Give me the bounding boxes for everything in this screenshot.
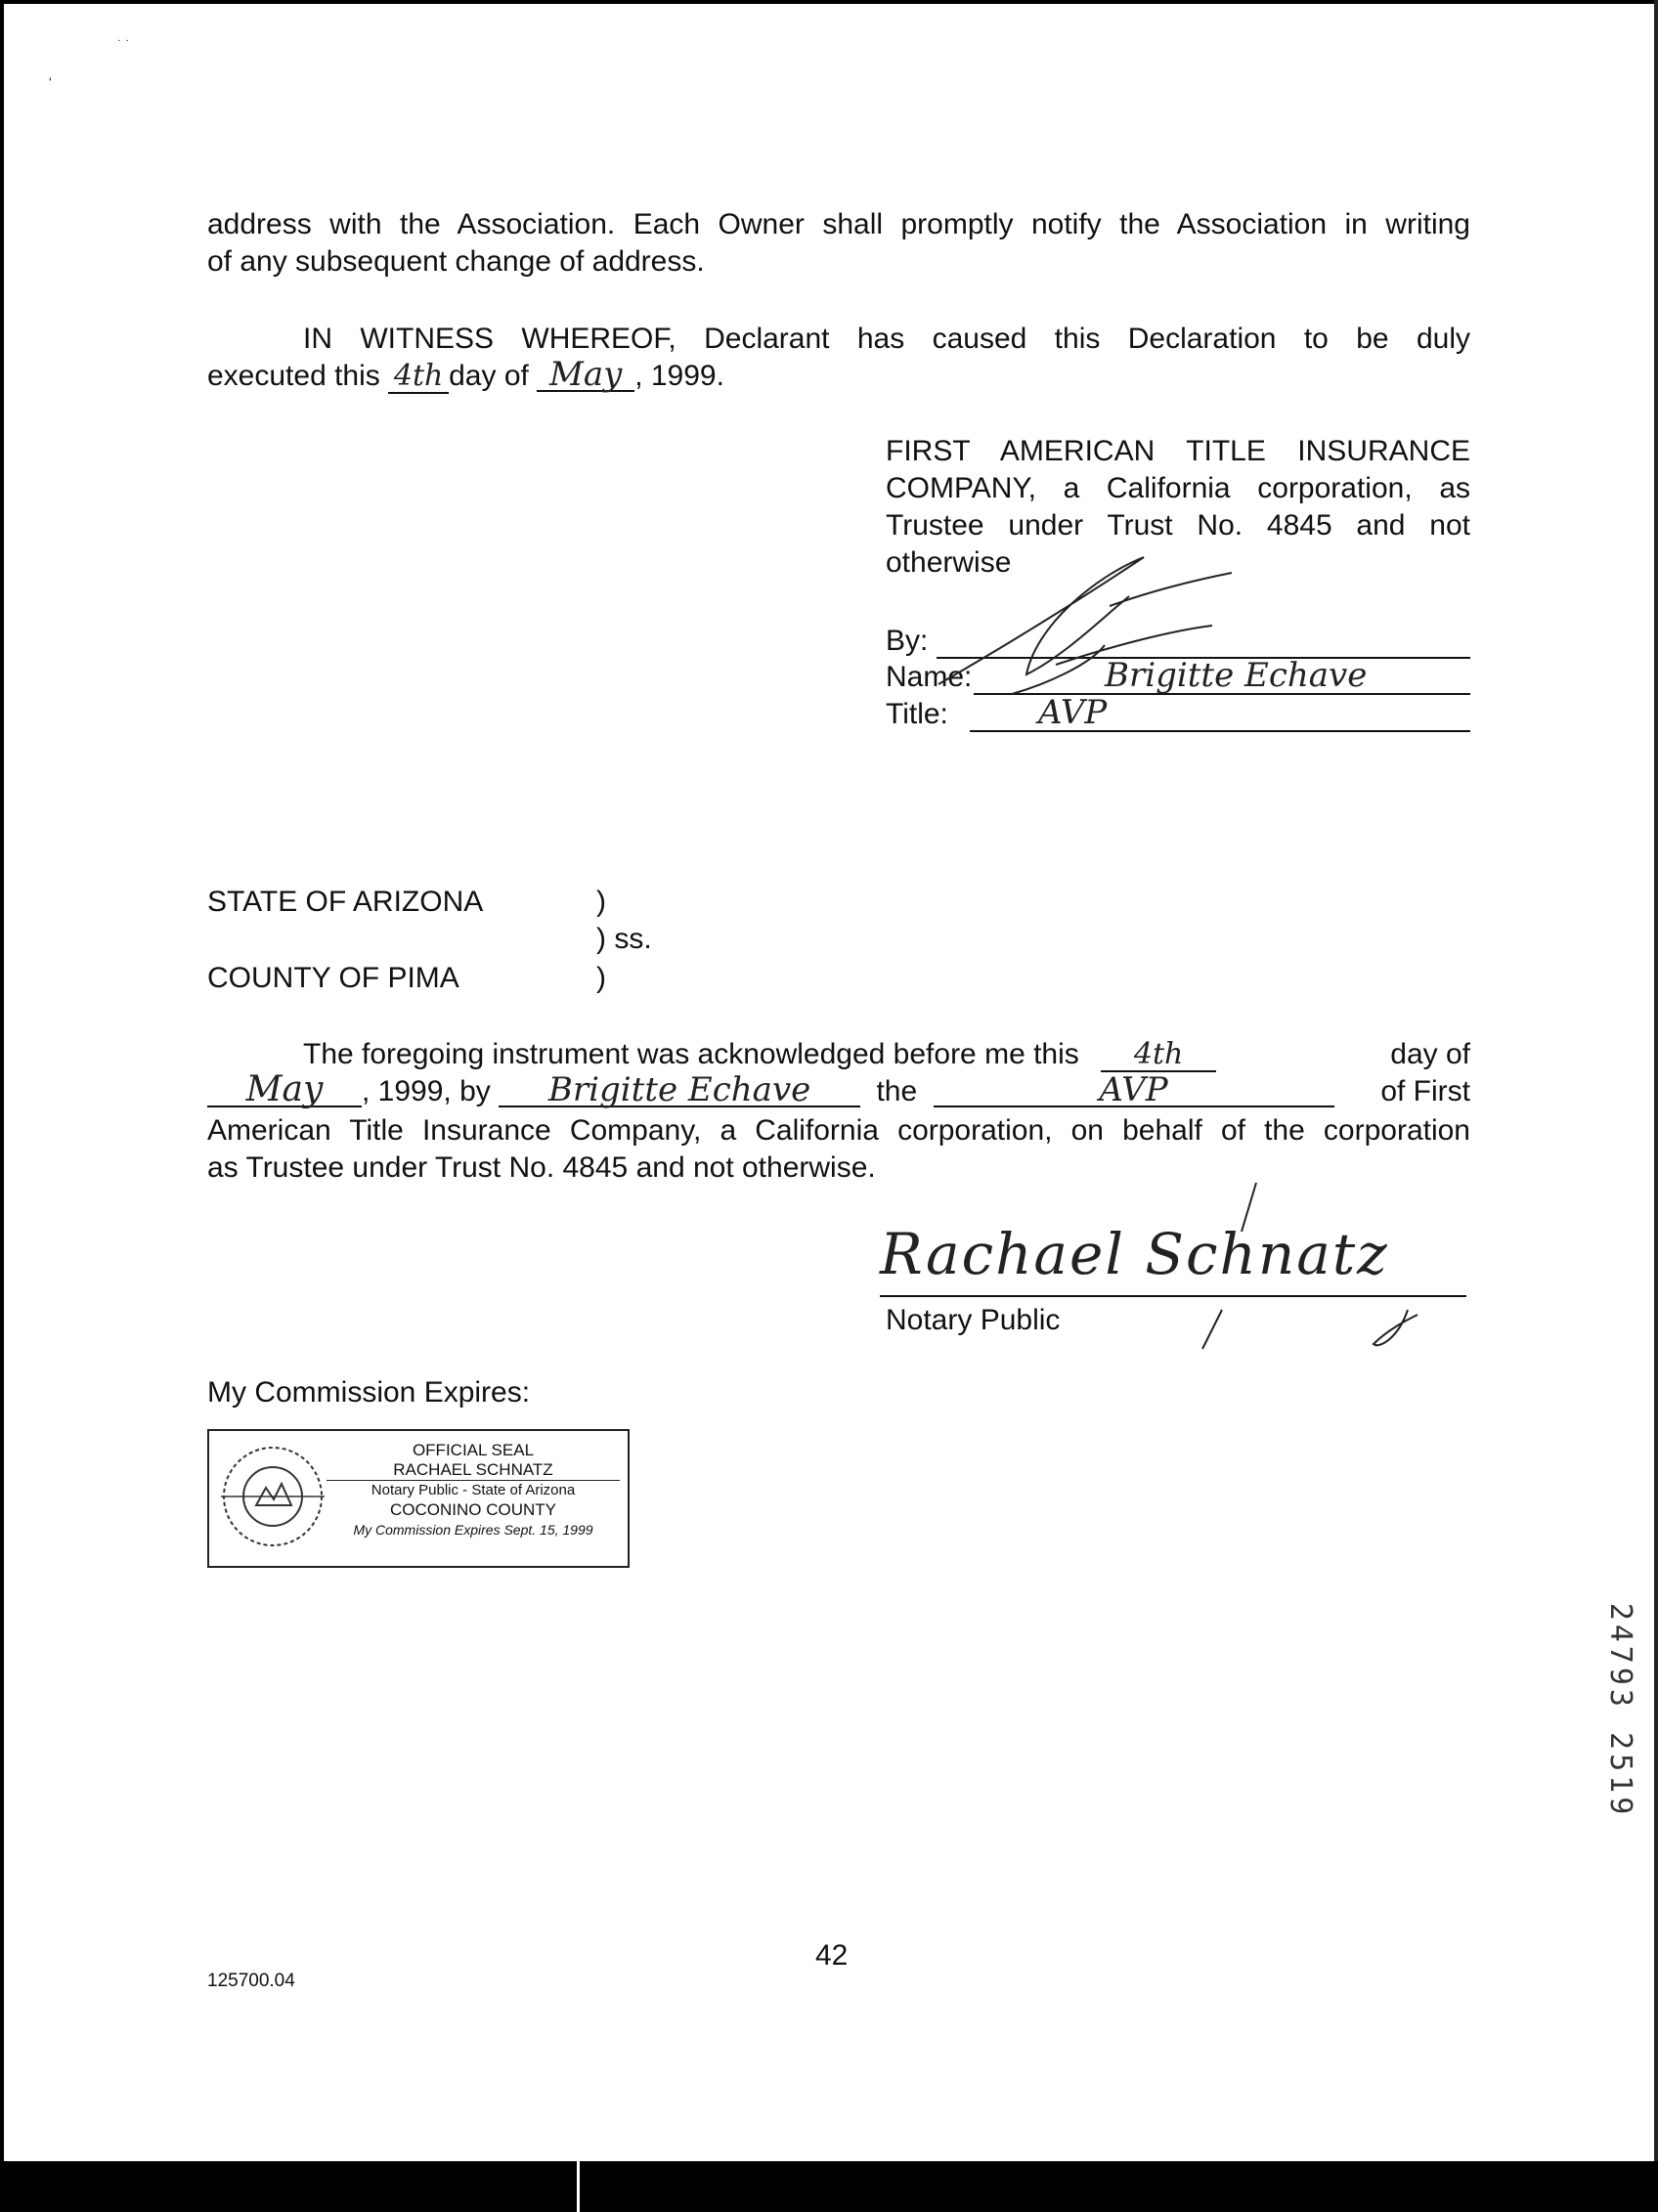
ack-name-field: Brigitte Echave — [499, 1074, 860, 1107]
scan-speck: ' — [49, 74, 52, 90]
scan-border-top — [0, 0, 1658, 4]
notary-signature-handwritten: Rachael Schnatz — [880, 1221, 1389, 1287]
execution-year-text: , 1999. — [634, 360, 724, 392]
ack-month-field: May — [207, 1074, 362, 1107]
company-line: Trustee under Trust No. 4845 and not — [886, 509, 1470, 542]
paragraph-text: address with the Association. Each Owner shall promptly notify the Association in writing — [207, 208, 1470, 240]
witness-execution-line — [207, 355, 724, 395]
scan-border-right — [1654, 0, 1658, 2212]
title-label: Title: — [886, 698, 948, 730]
day-of-text: day of — [1390, 1038, 1470, 1070]
the-text: the — [876, 1075, 918, 1107]
scan-border-notch — [577, 2161, 580, 2212]
recording-number-text: 24793 2519 — [1603, 1602, 1637, 1819]
ack-title-field: AVP — [934, 1074, 1334, 1107]
document-id: 125700.04 — [207, 1971, 295, 1991]
signer-name-handwritten: Brigitte Echave — [1105, 656, 1368, 695]
name-label: Name: — [886, 661, 973, 693]
company-line: COMPANY, a California corporation, as — [886, 472, 1470, 504]
seal-county: COCONINO COUNTY — [390, 1500, 556, 1519]
by-label: By: — [886, 625, 929, 657]
paragraph-line — [207, 206, 1470, 243]
witness-line — [303, 321, 1470, 358]
execution-month-field: May — [537, 359, 634, 392]
scan-border-bottom — [0, 2161, 1658, 2212]
acknowledgment-line-4: as Trustee under Trust No. 4845 and not otherwise. — [207, 1151, 876, 1184]
state-label: STATE OF ARIZONA — [207, 886, 484, 918]
year-by-text: , 1999, by — [362, 1075, 491, 1107]
acknowledgment-line-2 — [207, 1069, 1470, 1110]
official-seal-stamp — [207, 1429, 630, 1568]
acknowledgment-text: American Title Insurance Company, a California corporation, on behalf of the corporation — [207, 1114, 1470, 1147]
witness-text: IN WITNESS WHEREOF, Declarant has caused this Declaration to be duly — [303, 323, 1470, 355]
seal-title: OFFICIAL SEAL — [412, 1441, 535, 1459]
ack-day-field: 4th — [1101, 1039, 1216, 1072]
day-of-text: day of — [449, 360, 529, 392]
company-line: otherwise — [886, 546, 1012, 579]
state-seal-emblem — [219, 1439, 327, 1554]
notary-public-label: Notary Public — [886, 1304, 1061, 1336]
acknowledgment-line-1 — [207, 1036, 1470, 1073]
seal-text-block — [327, 1441, 620, 1540]
signer-signature-scribble — [919, 538, 1271, 704]
scan-speck: ˙ ˙ — [117, 37, 131, 53]
paragraph-line: of any subsequent change of address. — [207, 245, 705, 278]
commission-expires-label: My Commission Expires: — [207, 1376, 531, 1409]
venue-paren: ) — [596, 886, 606, 918]
venue-paren: ) — [596, 962, 606, 994]
venue-ss: ) ss. — [596, 923, 652, 955]
notary-signature-flourish — [1163, 1173, 1447, 1359]
seal-commission-expiry: My Commission Expires Sept. 15, 1999 — [353, 1522, 593, 1538]
acknowledgment-text: The foregoing instrument was acknowledged before me this — [303, 1038, 1079, 1070]
recording-number-stamp — [1598, 1544, 1637, 1877]
execution-day-field: 4th — [388, 361, 449, 394]
seal-notary-name: RACHAEL SCHNATZ — [327, 1460, 620, 1481]
seal-jurisdiction: Notary Public - State of Arizona — [371, 1482, 576, 1498]
page-number: 42 — [815, 1939, 849, 1972]
county-label: COUNTY OF PIMA — [207, 962, 459, 994]
executed-this-text: executed this — [207, 360, 380, 392]
of-first-text: of First — [1380, 1075, 1470, 1107]
company-line: FIRST AMERICAN TITLE INSURANCE — [886, 435, 1470, 467]
signer-title-handwritten: AVP — [1038, 693, 1108, 732]
acknowledgment-line-3 — [207, 1112, 1470, 1149]
scan-border-left — [0, 0, 4, 2212]
